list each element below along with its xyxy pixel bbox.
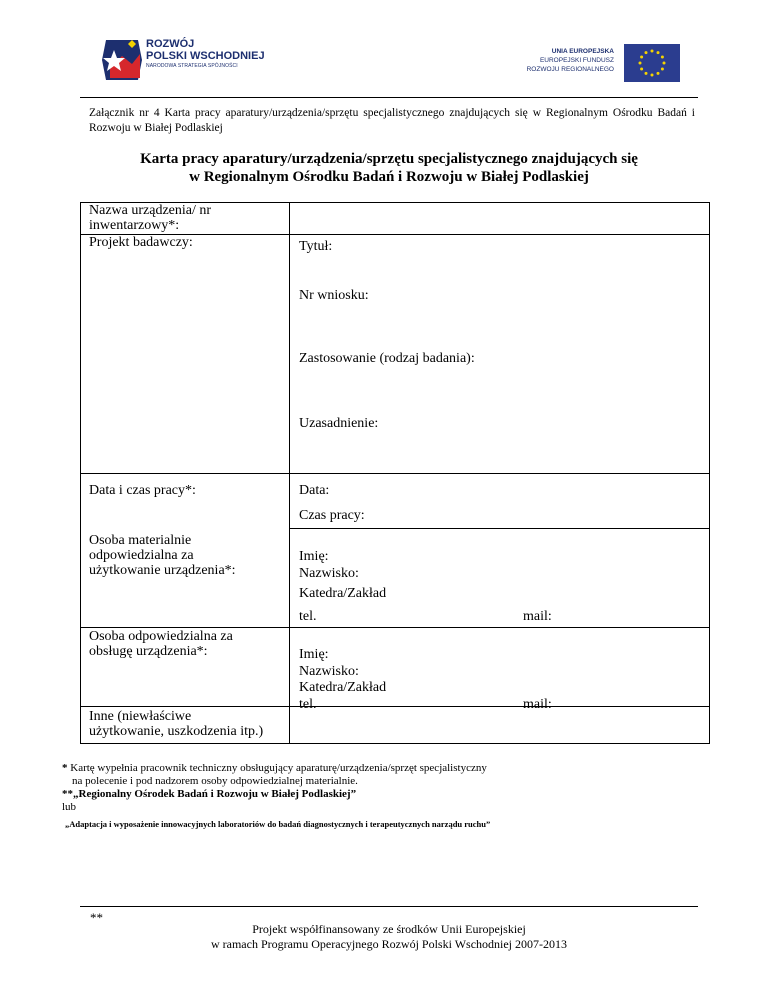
project-justification-field: Uzasadnienie: [299, 416, 379, 431]
operator-mail-field: mail: [523, 697, 552, 712]
work-card-table [80, 202, 710, 744]
other-label [89, 709, 263, 739]
material-responsible-label [89, 533, 236, 578]
row-divider [289, 528, 709, 529]
header-divider [80, 97, 698, 98]
device-name-label [89, 203, 211, 233]
row-divider [81, 473, 709, 474]
material-label-line2: odpowiedzialna za [89, 548, 194, 563]
work-time-field: Czas pracy: [299, 508, 365, 523]
row-divider [81, 706, 709, 707]
material-label-line3: użytkowanie urządzenia*: [89, 563, 236, 578]
document-title-line1: Karta pracy aparatury/urządzenia/sprzętu specjalistycznego znajdujących się [140, 151, 638, 167]
footer-line2: w ramach Programu Operacyjnego Rozwój Polski Wschodniej 2007-2013 [210, 937, 568, 951]
footer-line1: Projekt współfinansowany ze środków Unii Europejskiej [252, 922, 526, 936]
material-mail-field: mail: [523, 609, 552, 624]
eu-logo-line1: UNIA EUROPEJSKA [551, 48, 614, 55]
rozwoj-polski-wschodniej-logo [102, 38, 272, 86]
footnote-1 [62, 762, 702, 788]
operator-label-line2: obsługę urządzenia*: [89, 644, 208, 659]
footnote-1-line2: na polecenie i pod nadzorem osoby odpowiedzialnej materialnie. [72, 775, 358, 787]
datetime-label: Data i czas pracy*: [89, 483, 196, 498]
footnote-3: „Adaptacja i wyposażenie innowacyjnych laboratoriów do badań diagnostycznych i terapeutycznych narządu ruchu” [65, 819, 491, 829]
footnote-1-star: * [62, 762, 68, 774]
rpw-emblem-icon [102, 38, 142, 82]
footer-note [80, 922, 698, 952]
annex-note: Załącznik nr 4 Karta pracy aparatury/urządzenia/sprzętu specjalistycznego znajdujących się w Regionalnym Ośrodku Badań i Rozwoju w Białej Podlaskiej [89, 107, 695, 134]
operator-label [89, 629, 233, 659]
operator-department-field: Katedra/Zakład [299, 680, 387, 695]
eu-logo [520, 44, 680, 82]
project-use-field: Zastosowanie (rodzaj badania): [299, 351, 475, 366]
project-label: Projekt badawczy: [89, 235, 193, 250]
eu-logo-text [527, 47, 614, 74]
other-label-line1: Inne (niewłaściwe [89, 709, 192, 724]
footer-mark: ** [90, 910, 103, 925]
device-name-label-line1: Nazwa urządzenia/ nr [89, 203, 212, 218]
material-label-line1: Osoba materialnie [89, 533, 192, 548]
device-name-label-line2: inwentarzowy*: [89, 218, 180, 233]
rpw-logo-text [146, 38, 265, 70]
eu-logo-line2: EUROPEJSKI FUNDUSZ [539, 57, 614, 64]
rpw-logo-line1: ROZWÓJ [146, 38, 195, 50]
operator-label-line1: Osoba odpowiedzialna za [89, 629, 233, 644]
date-field: Data: [299, 483, 330, 498]
footnote-2: **„Regionalny Ośrodek Badań i Rozwoju w Białej Podlaskiej” [62, 788, 357, 800]
project-number-field: Nr wniosku: [299, 288, 369, 303]
eu-logo-line3: ROZWOJU REGIONALNEGO [526, 66, 614, 73]
material-department-field: Katedra/Zakład [299, 586, 387, 601]
material-last-name-field: Nazwisko: [299, 566, 359, 581]
rpw-logo-line2: POLSKI WSCHODNIEJ [146, 50, 265, 62]
document-title [80, 150, 698, 186]
other-label-line2: użytkowanie, uszkodzenia itp.) [89, 724, 264, 739]
operator-tel-field: tel. [299, 697, 317, 712]
footnote-or: lub [62, 801, 77, 813]
footer-divider [80, 906, 698, 907]
rpw-logo-line3: NARODOWA STRATEGIA SPÓJNOŚCI [146, 63, 238, 69]
project-title-field: Tytuł: [299, 239, 333, 254]
operator-last-name-field: Nazwisko: [299, 664, 359, 679]
row-divider [81, 627, 709, 628]
operator-first-name-field: Imię: [299, 647, 329, 662]
document-title-line2: w Regionalnym Ośrodku Badań i Rozwoju w Białej Podlaskiej [189, 169, 589, 185]
footnote-1-line1: Kartę wypełnia pracownik techniczny obsługujący aparaturę/urządzenia/sprzęt specjalistyczny [67, 762, 487, 774]
material-tel-field: tel. [299, 609, 317, 624]
eu-flag-icon [624, 44, 680, 82]
material-first-name-field: Imię: [299, 549, 329, 564]
